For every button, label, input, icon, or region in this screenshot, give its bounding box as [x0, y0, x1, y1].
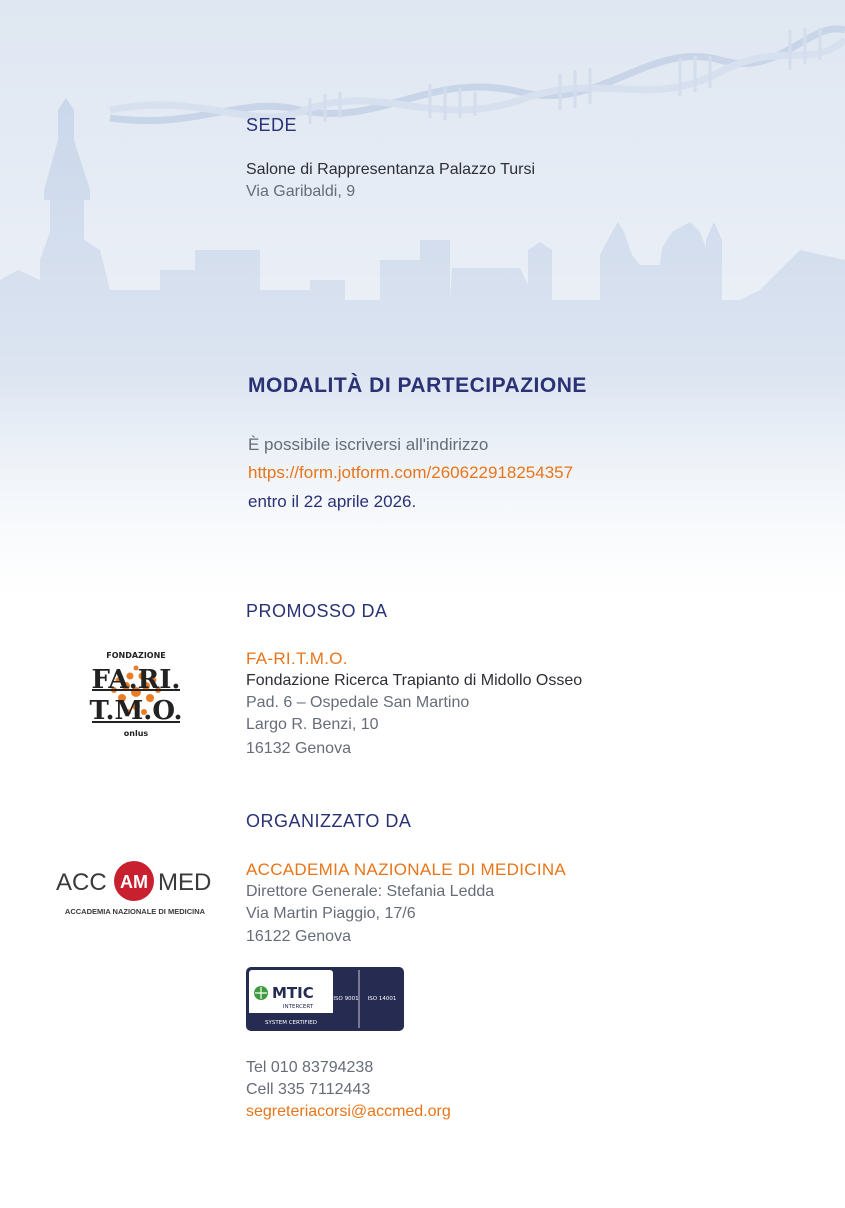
faritmo-logo-line2: T.M.O.: [89, 696, 183, 726]
iso-system-certified: SYSTEM CERTIFIED: [265, 1020, 317, 1026]
contact-email-link[interactable]: segreteriacorsi@accmed.org: [246, 1103, 451, 1120]
dna-helix-graphic: [110, 28, 845, 124]
iso-14001: ISO 14001: [367, 996, 397, 1002]
faritmo-city: 16132 Genova: [246, 740, 351, 757]
faritmo-logo: [86, 646, 186, 742]
faritmo-logo-mark: [86, 646, 186, 742]
faritmo-address-1: Pad. 6 – Ospedale San Martino: [246, 694, 470, 711]
faritmo-short-name: FA-RI.T.M.O.: [246, 649, 348, 668]
accmed-director: Direttore Generale: Stefania Ledda: [246, 883, 495, 900]
iso-certification-badge: [246, 967, 404, 1031]
modalita-heading: MODALITÀ DI PARTECIPAZIONE: [248, 374, 587, 397]
genoa-skyline-illustration: [0, 0, 845, 600]
organizzato-heading: ORGANIZZATO DA: [246, 811, 412, 831]
accmed-address: Via Martin Piaggio, 17/6: [246, 905, 416, 922]
accmed-logo-left: ACC: [56, 869, 107, 896]
accmed-logo-right: MED: [158, 869, 212, 896]
contact-tel: Tel 010 83794238: [246, 1059, 374, 1076]
iso-brand-sub: INTERCERT: [282, 1004, 314, 1010]
contact-cell: Cell 335 7112443: [246, 1081, 371, 1098]
iso-certification-mark: [246, 967, 404, 1031]
iso-brand: MTIC: [272, 984, 314, 1002]
faritmo-logo-line1: FA.RI.: [91, 665, 181, 695]
accmed-city: 16122 Genova: [246, 928, 351, 945]
iso-9001: ISO 9001: [333, 996, 359, 1002]
accmed-logo-tagline: ACCADEMIA NAZIONALE DI MEDICINA: [64, 907, 206, 916]
faritmo-logo-top: FONDAZIONE: [106, 651, 166, 660]
faritmo-full-name: Fondazione Ricerca Trapianto di Midollo Osseo: [246, 672, 583, 689]
accmed-logo: [52, 856, 218, 918]
sede-address: Via Garibaldi, 9: [246, 183, 356, 200]
faritmo-address-2: Largo R. Benzi, 10: [246, 716, 379, 733]
accmed-logo-mark-text: AM: [120, 872, 148, 892]
sede-heading: SEDE: [246, 115, 298, 135]
accmed-logo-mark: [52, 856, 218, 918]
promosso-heading: PROMOSSO DA: [246, 601, 388, 621]
registration-link[interactable]: https://form.jotform.com/260622918254357: [248, 463, 574, 482]
accmed-name: ACCADEMIA NAZIONALE DI MEDICINA: [246, 860, 567, 879]
faritmo-logo-bottom: onlus: [123, 729, 149, 738]
sede-venue: Salone di Rappresentanza Palazzo Tursi: [246, 161, 536, 178]
modalita-intro: È possibile iscriversi all'indirizzo: [248, 435, 489, 454]
modalita-deadline: entro il 22 aprile 2026.: [248, 492, 417, 511]
